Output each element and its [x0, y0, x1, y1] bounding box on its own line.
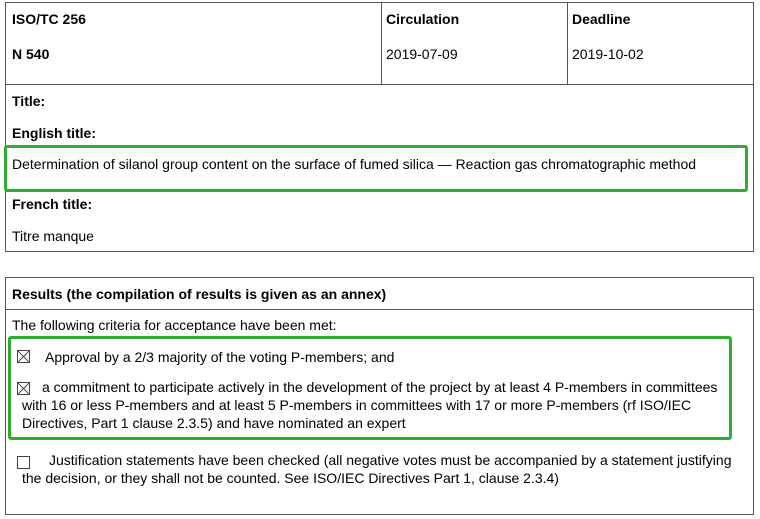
deadline-date: 2019-10-02: [572, 46, 644, 62]
title-label: Title:: [12, 93, 46, 109]
deadline-label: Deadline: [572, 11, 631, 27]
english-title: Determination of silanol group content on the surface of fumed silica — Reaction gas chromatographic method: [12, 156, 697, 172]
circulation-date: 2019-07-09: [386, 46, 458, 62]
english-title-label: English title:: [12, 125, 96, 141]
french-title: Titre manque: [12, 228, 94, 244]
row-divider: [6, 309, 753, 310]
criterion-1-checkbox[interactable]: [17, 350, 30, 363]
criterion-3-text: Justification statements have been checked (all negative votes must be accompanied by a statement justifying the decision, or they shall not be counted. See ISO/IEC Directives Part 1, clause 2.3.4): [22, 452, 732, 486]
document-header-table: [5, 2, 754, 252]
results-heading: Results (the compilation of results is given as an annex): [12, 286, 387, 302]
criteria-intro: The following criteria for acceptance have been met:: [12, 317, 337, 333]
row-divider: [6, 84, 753, 85]
criterion-1-text: Approval by a 2/3 majority of the voting P-members; and: [45, 349, 395, 365]
column-divider: [381, 3, 382, 84]
french-title-label: French title:: [12, 196, 93, 212]
results-table: [5, 277, 754, 515]
circulation-label: Circulation: [386, 11, 460, 27]
committee-label: ISO/TC 256: [12, 11, 86, 27]
column-divider: [567, 3, 568, 84]
criterion-2-text: a commitment to participate actively in the development of the project by at least 4 P-members in committees with 16 or less P-members and at least 5 P-members in committees with 17 or more P-members (rf ISO/IEC Directives, Part 1 clause 2.3.5) and have nominated an expert: [22, 379, 718, 431]
document-number: N 540: [12, 46, 50, 62]
